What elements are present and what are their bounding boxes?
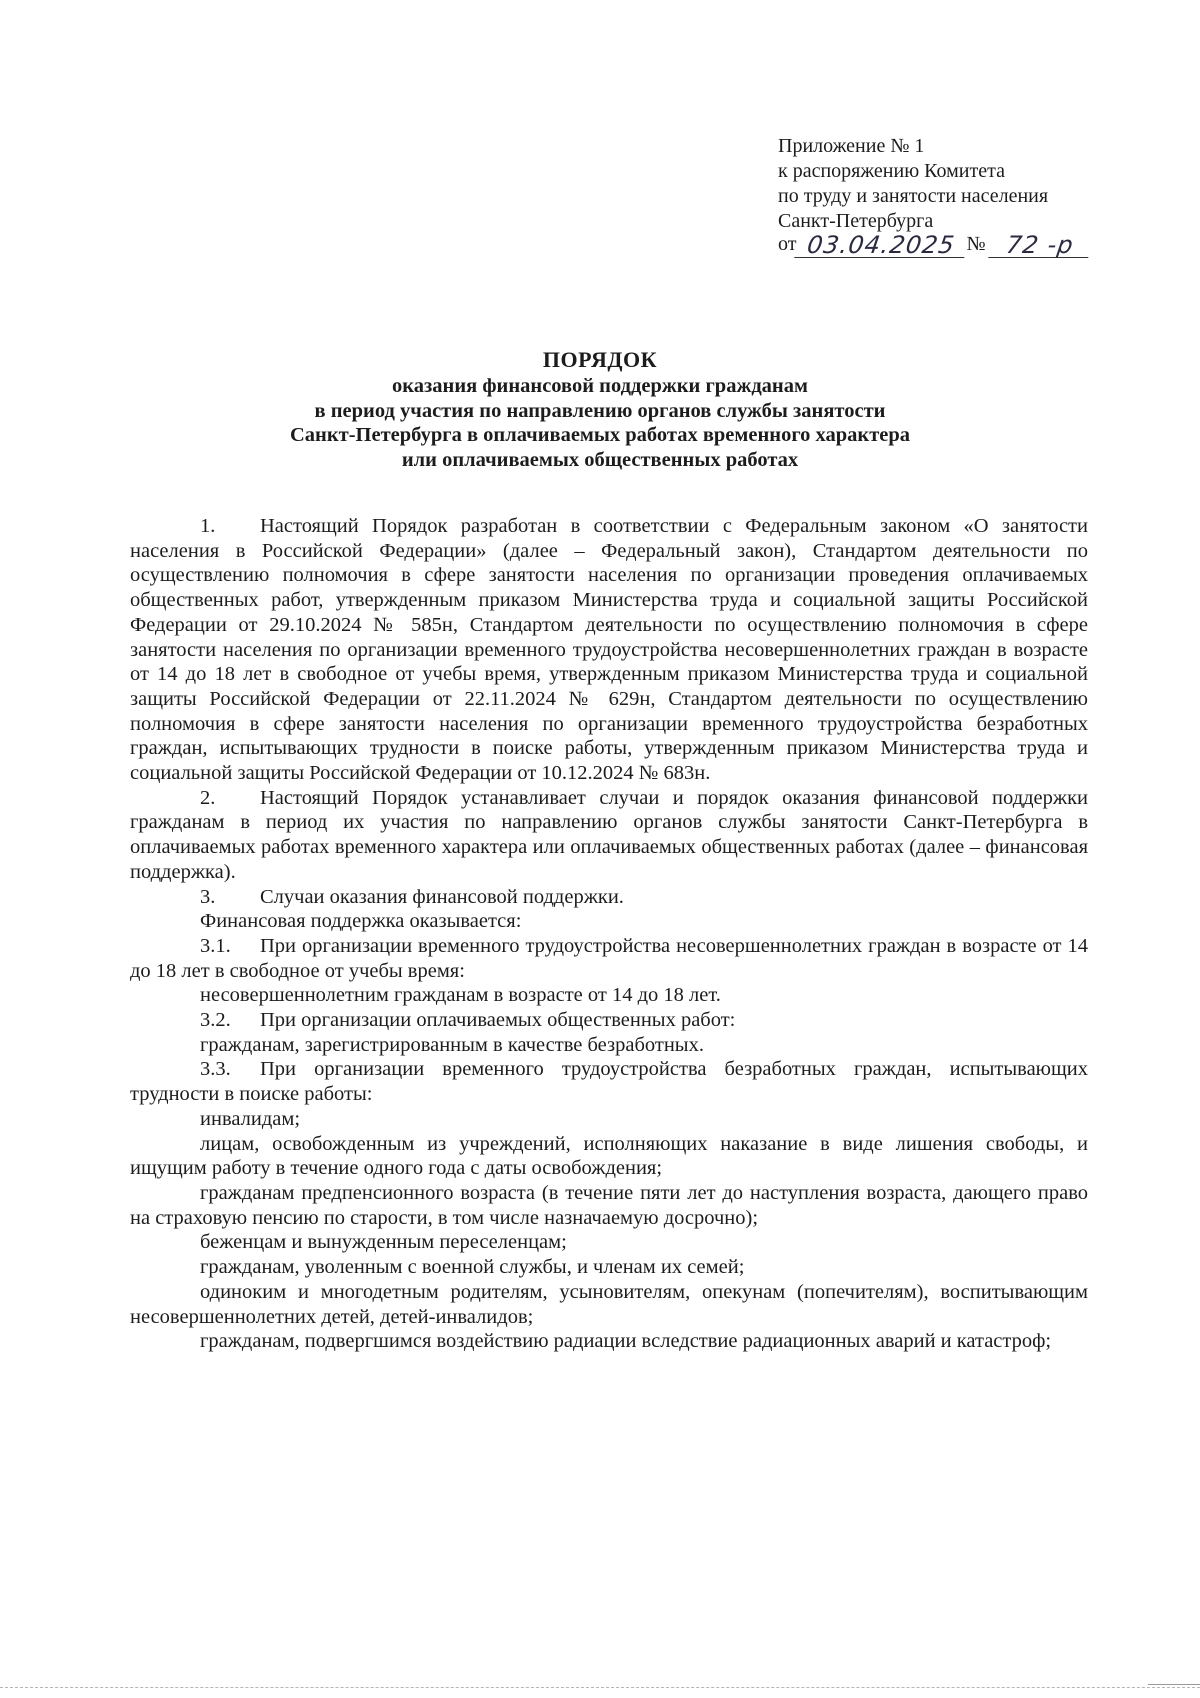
- list-item: гражданам предпенсионного возраста (в течение пяти лет до наступления возраста, дающего право на страховую пенсию по старости, в том числе назначаемую досрочно);: [130, 1181, 1088, 1229]
- paragraph-text: При организации временного трудоустройства безработных граждан, испытывающих трудности в поиске работы:: [130, 1058, 1088, 1106]
- paragraph-number: 3.1.: [200, 934, 231, 957]
- paragraph-1: [130, 514, 1088, 786]
- list-item: беженцам и вынужденным переселенцам;: [200, 1231, 567, 1254]
- paragraph-number: 3.2.: [200, 1009, 231, 1032]
- paragraph-text: Случаи оказания финансовой поддержки.: [260, 885, 624, 908]
- paragraph-number: 1.: [200, 515, 216, 537]
- list-item: гражданам, подвергшимся воздействию радиации вследствие радиационных аварий и катастроф;: [200, 1330, 1052, 1353]
- paragraph-2: [130, 786, 1088, 885]
- paragraph-3: [130, 885, 1088, 910]
- appendix-line-2: к распоряжению Комитета: [778, 160, 1005, 182]
- document-title: [150, 346, 1050, 472]
- number-label: №: [966, 233, 986, 255]
- appendix-line-3: по труду и занятости населения: [778, 185, 1049, 207]
- paragraph-3-1-item: несовершеннолетним гражданам в возрасте от 14 до 18 лет.: [200, 984, 721, 1007]
- title-line-4: или оплачиваемых общественных работах: [401, 448, 799, 471]
- paragraph-3-2-item: гражданам, зарегистрированным в качестве безработных.: [200, 1033, 704, 1056]
- handwritten-date: 03.04.2025: [795, 233, 969, 258]
- scan-edge-line: [0, 1687, 1200, 1688]
- document-body: [130, 514, 1088, 1354]
- paragraph-3-3: [130, 1057, 1088, 1106]
- list-item: инвалидам;: [200, 1107, 301, 1130]
- date-from-label: от: [778, 233, 797, 255]
- paragraph-text: Настоящий Порядок устанавливает случаи и порядок оказания финансовой поддержки гражданам в период их участия по направлению органов службы занятости Санкт-Петербурга в оплачиваемых работах временного характера или оплачиваемых общественных работах (далее – финансовая поддержка).: [130, 786, 1088, 883]
- paragraph-3-2: [130, 1008, 1088, 1033]
- title-main: ПОРЯДОК: [542, 347, 658, 372]
- scan-edge-mark: [1148, 1684, 1200, 1685]
- paragraph-number: 3.: [200, 885, 216, 908]
- paragraph-3-1: [130, 934, 1088, 983]
- title-line-3: Санкт-Петербурга в оплачиваемых работах временного характера: [289, 424, 911, 446]
- appendix-header: [778, 134, 1108, 258]
- paragraph-text: При организации временного трудоустройства несовершеннолетних граждан в возрасте от 14 до 18 лет в свободное от учебы время:: [130, 934, 1088, 982]
- paragraph-number: 2.: [200, 786, 216, 809]
- paragraph-3-intro: Финансовая поддержка оказывается:: [200, 910, 522, 933]
- list-item: лицам, освобожденным из учреждений, исполняющих наказание в виде лишения свободы, и ищущим работу в течение одного года с даты освобождения;: [130, 1132, 1088, 1180]
- paragraph-text: При организации оплачиваемых общественных работ:: [260, 1009, 736, 1032]
- paragraph-number: 3.3.: [200, 1058, 231, 1081]
- title-line-1: оказания финансовой поддержки гражданам: [392, 375, 808, 397]
- list-item: гражданам, уволенным с военной службы, и членам их семей;: [200, 1256, 745, 1279]
- paragraph-text: Настоящий Порядок разработан в соответствии с Федеральным законом «О занятости населения в Российской Федерации» (далее – Федеральный закон), Стандартом деятельности по осуществлению полномочия в сфере занятости населения по организации проведения оплачиваемых общественных работ, утвержденным приказом Министерства труда и социальной защиты Российской Федерации от 29.10.2024 № 585н, Стандартом деятельности по осуществлению полномочия в сфере занятости населения по организации временного трудоустройства несовершеннолетних граждан в возрасте от 14 до 18 лет в свободное от учебы время, утвержденным приказом Министерства труда и социальной защиты Российской Федерации от 22.11.2024 № 629н, Стандартом деятельности по осуществлению полномочия в сфере занятости населения по организации временного трудоустройства безработных граждан, испытывающих трудности в поиске работы, утвержденным приказом Министерства труда и социальной защиты Российской Федерации от 10.12.2024 № 683н.: [130, 515, 1088, 785]
- list-item: одиноким и многодетным родителям, усыновителям, опекунам (попечителям), воспитывающим несовершеннолетних детей, детей-инвалидов;: [130, 1280, 1088, 1328]
- appendix-date-row: [778, 232, 1108, 258]
- title-line-2: в период участия по направлению органов службы занятости: [314, 399, 886, 422]
- handwritten-number: 72 -р: [988, 233, 1092, 258]
- appendix-line-1: Приложение № 1: [778, 135, 925, 157]
- appendix-line-4: Санкт-Петербурга: [778, 210, 934, 232]
